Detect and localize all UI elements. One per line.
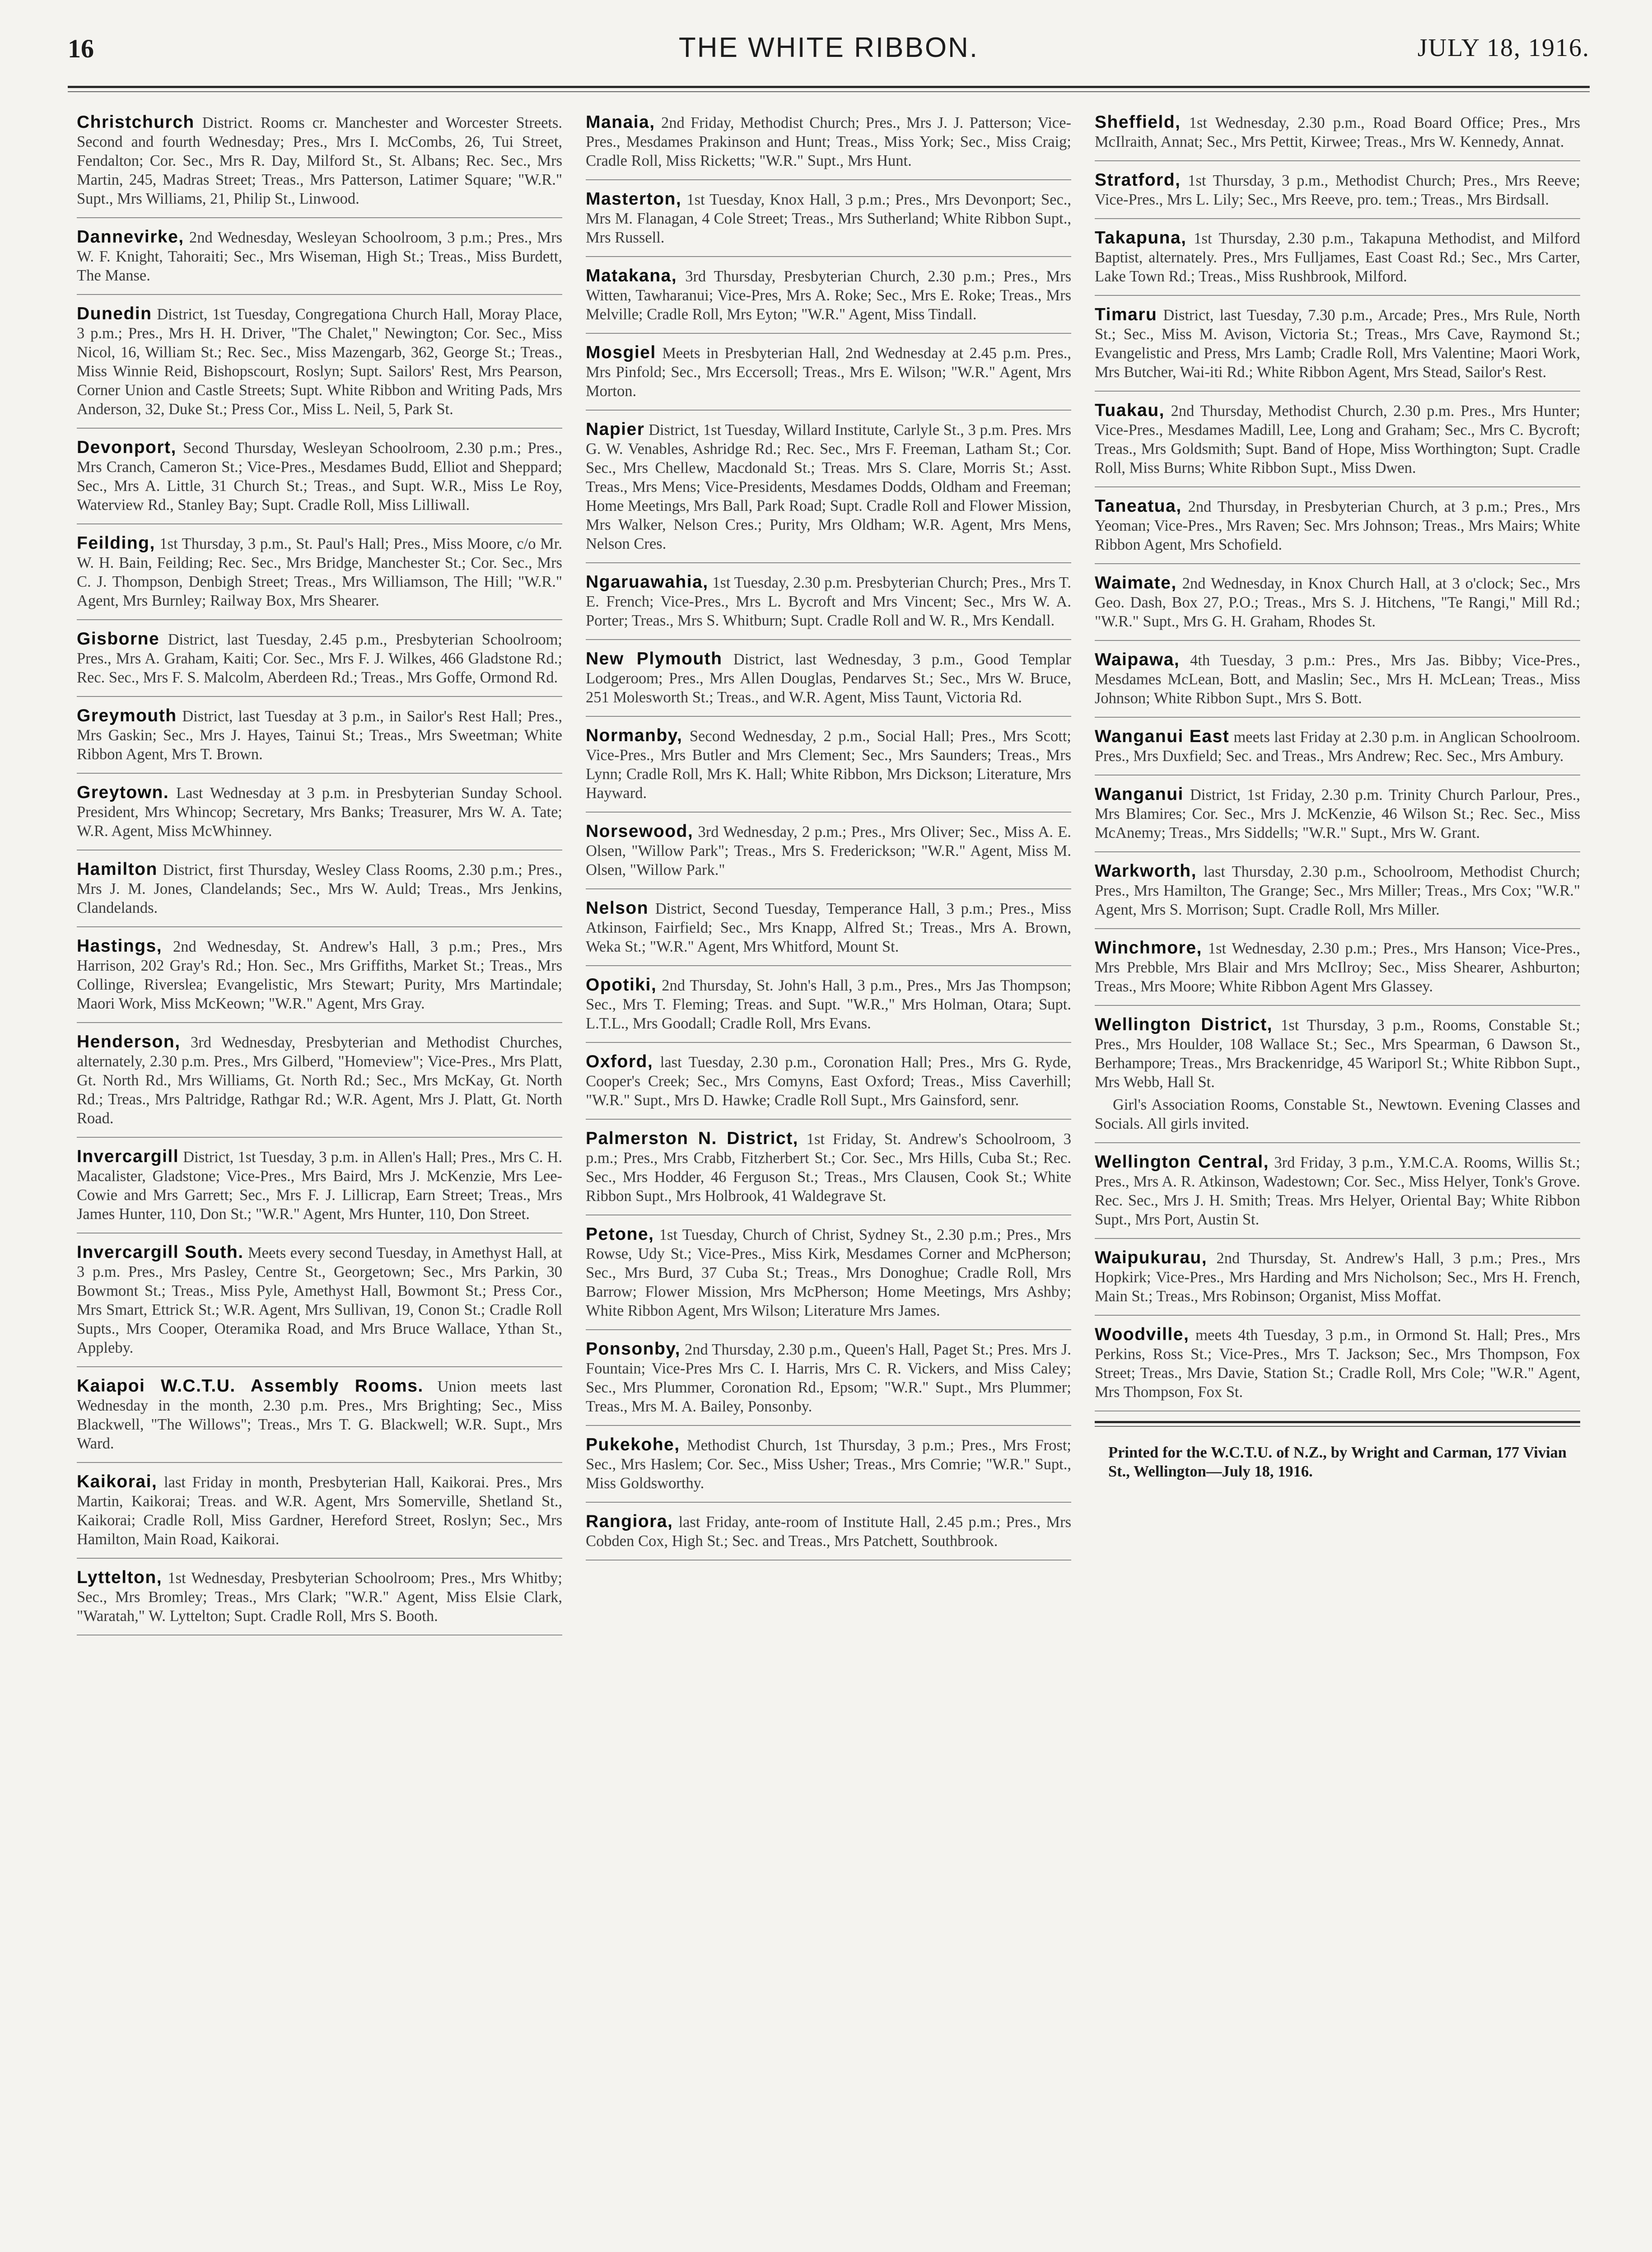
column-left bbox=[77, 113, 562, 2209]
imprint-rule-thin bbox=[1095, 1426, 1580, 1427]
branch-name: Greymouth bbox=[77, 706, 177, 725]
branch-details: meets 4th Tuesday, 3 p.m., in Ormond St. Hall; Pres., Mrs Perkins, Ross St.; Vice-Pres., Mrs T. Jackson; Sec., Mrs Thompson, Fox Street; Treas., Mrs Davie, Station St.; Cradle Roll, Mrs Cole; "W.R." Agent, Mrs Thompson, Fox St. bbox=[1095, 1327, 1581, 1401]
branch-entry bbox=[77, 783, 562, 850]
branch-details: last Friday in month, Presbyterian Hall, Kaikorai. Pres., Mrs Martin, Kaikorai; Treas. and W.R. Agent, Mrs Somerville, Shetland St., Kaikorai; Cradle Roll, Miss Gardner, Hereford Street, Roslyn; Sec., Mrs Hamilton, Main Road, Kaikorai. bbox=[77, 1474, 563, 1548]
branch-entry bbox=[1095, 939, 1580, 1006]
branch-details: 1st Tuesday, 2.30 p.m. Presbyterian Church; Pres., Mrs T. E. French; Vice-Pres., Mrs L. Bycroft and Mrs Vincent; Sec., Mrs W. A. Porter; Treas., Mrs S. Whitburn; Supt. Cradle Roll and W. R., Mrs Kendall. bbox=[586, 574, 1072, 629]
branch-name: Greytown. bbox=[77, 783, 169, 802]
branch-details: Union meets last Wednesday in the month, 2.30 p.m. Pres., Mrs Brighting; Sec., Miss Blackwell, "The Willows"; Treas., Mrs T. G. Blackwell; W.R. Supt., Mrs Ward. bbox=[77, 1378, 562, 1452]
branch-name: Feilding, bbox=[77, 533, 155, 553]
page-number: 16 bbox=[68, 34, 94, 63]
branch-details: Last Wednesday at 3 p.m. in Presbyterian Sunday School. President, Mrs Whincop; Secretary, Mrs Banks; Treasurer, Mrs W. A. Tate; W.R. Agent, Miss McWhinney. bbox=[77, 785, 562, 840]
branch-name: Takapuna, bbox=[1095, 228, 1187, 248]
branch-name: Wanganui East bbox=[1095, 727, 1230, 746]
branch-name: Matakana, bbox=[586, 266, 677, 285]
branch-details: District, 1st Friday, 2.30 p.m. Trinity Church Parlour, Pres., Mrs Blamires; Cor. Sec., Mrs J. McKenzie, 46 Wilson St.; Rec. Sec., Miss McAnemy; Treas., Mrs Siddells; "W.R." Supt., Mrs W. Grant. bbox=[1095, 786, 1580, 841]
branch-entry bbox=[1095, 229, 1580, 296]
branch-details: Second Wednesday, 2 p.m., Social Hall; Pres., Mrs Scott; Vice-Pres., Mrs Butler and Mrs Clement; Sec., Mrs Saunders; Treas., Mrs Lynn; Cradle Roll, Mrs K. Hall; White Ribbon, Mrs Dickson; Literature, Mrs Hayward. bbox=[586, 728, 1071, 802]
imprint-rule bbox=[1095, 1421, 1580, 1423]
branch-name: Wanganui bbox=[1095, 785, 1184, 804]
branch-note: Girl's Association Rooms, Constable St., Newtown. Evening Classes and Socials. All girls invited. bbox=[1095, 1096, 1580, 1132]
branch-entry bbox=[586, 1340, 1071, 1426]
branch-name: Christchurch bbox=[77, 112, 195, 132]
branch-entry bbox=[77, 1033, 562, 1138]
branch-entry bbox=[77, 1568, 562, 1635]
branch-details: last Tuesday, 2.30 p.m., Coronation Hall; Pres., Mrs G. Ryde, Cooper's Creek; Sec., Mrs Comyns, East Oxford; Treas., Miss Caverhill; "W.R." Supt., Mrs D. Hawke; Cradle Roll Supt., Mrs Gainsford, senr. bbox=[586, 1054, 1071, 1109]
branch-entry bbox=[586, 726, 1071, 813]
branch-entry bbox=[1095, 1015, 1580, 1143]
branch-name: Timaru bbox=[1095, 305, 1157, 324]
branch-entry bbox=[586, 1052, 1071, 1120]
branch-name: Pukekohe, bbox=[586, 1435, 680, 1454]
branch-details: 1st Wednesday, Presbyterian Schoolroom; Pres., Mrs Whitby; Sec., Mrs Bromley; Treas., Mrs Clark; "W.R." Agent, Miss Elsie Clark, "Waratah," W. Lyttelton; Supt. Cradle Roll, Mrs S. Booth. bbox=[77, 1570, 562, 1625]
branch-name: Manaia, bbox=[586, 112, 655, 132]
branch-details: 2nd Wednesday, Wesleyan Schoolroom, 3 p.m.; Pres., Mrs W. F. Knight, Tahoraiti; Sec., Mrs Wiseman, High St.; Treas., Miss Burdett, The Manse. bbox=[77, 229, 562, 284]
branch-entry bbox=[586, 822, 1071, 889]
branch-entry bbox=[77, 860, 562, 927]
branch-details: 1st Tuesday, Church of Christ, Sydney St., 2.30 p.m.; Pres., Mrs Rowse, Udy St.; Vice-Pres., Miss Kirk, Mesdames Corner and McPherson; Sec., Mrs Burd, 37 Cuba St.; Treas., Mrs Donoghue; Cradle Roll, Mrs Barrow; Flower Mission, Mrs McPherson; Home Meetings, Mrs Ashby; White Ribbon Agent, Mrs Wilson; Literature Mrs James. bbox=[586, 1226, 1071, 1319]
issue-date: JULY 18, 1916. bbox=[1417, 34, 1590, 62]
branch-name: Petone, bbox=[586, 1224, 654, 1244]
branch-entry bbox=[77, 438, 562, 524]
directory-columns bbox=[77, 113, 1581, 2209]
branch-name: Ponsonby, bbox=[586, 1339, 681, 1359]
branch-name: Stratford, bbox=[1095, 170, 1181, 190]
branch-details: Second Thursday, Wesleyan Schoolroom, 2.30 p.m.; Pres., Mrs Cranch, Cameron St.; Vice-Pres., Mesdames Budd, Elliot and Sheppard; Sec., Mrs A. Little, 31 Church St.; Treas., and Supt. W.R., Miss Le Roy, Waterview Rd., Stanley Bay; Supt. Cradle Roll, Miss Lilliwall. bbox=[77, 439, 562, 514]
branch-details: District, last Wednesday, 3 p.m., Good Templar Lodgeroom; Pres., Mrs Allen Douglas, Pendarves St.; Sec., Mrs W. Bruce, 251 Molesworth St.; Treas., and W.R. Agent, Miss Taunt, Victoria Rd. bbox=[586, 651, 1071, 706]
branch-entry bbox=[586, 1129, 1071, 1215]
branch-name: Normanby, bbox=[586, 726, 683, 745]
branch-entry bbox=[586, 649, 1071, 717]
branch-details: 2nd Thursday, St. John's Hall, 3 p.m., Pres., Mrs Jas Thompson; Sec., Mrs T. Fleming; Treas. and Supt. "W.R.," Mrs Holman, Otara; Supt. L.T.L., Mrs Goodall; Cradle Roll, Mrs Evans. bbox=[586, 977, 1072, 1032]
branch-entry bbox=[77, 1243, 562, 1367]
branch-name: Woodville, bbox=[1095, 1325, 1190, 1344]
branch-details: 3rd Wednesday, Presbyterian and Methodist Churches, alternately, 2.30 p.m. Pres., Mrs Gilberd, "Homeview"; Vice-Pres., Mrs Platt, Gt. North Rd., Mrs Williams, Gt. North Rd.; Sec., Mrs McKay, Gt. North Rd.; Treas., Mrs Paltridge, Rathgar Rd.; W.R. Agent, Mrs J. Platt, Gt. North Road. bbox=[77, 1034, 562, 1127]
branch-name: Rangiora, bbox=[586, 1512, 673, 1531]
header-rule bbox=[68, 86, 1590, 88]
branch-entry bbox=[586, 1512, 1071, 1561]
branch-details: 1st Tuesday, Knox Hall, 3 p.m.; Pres., Mrs Devonport; Sec., Mrs M. Flanagan, 4 Cole Street; Treas., Mrs Sutherland; White Ribbon Supt., Mrs Russell. bbox=[586, 191, 1072, 246]
branch-details: Methodist Church, 1st Thursday, 3 p.m.; Pres., Mrs Frost; Sec., Mrs Haslem; Cor. Sec., Miss Usher; Treas., Mrs Comrie; "W.R." Supt., Miss Goldsworthy. bbox=[586, 1437, 1071, 1492]
branch-entry bbox=[1095, 113, 1580, 161]
branch-entry bbox=[586, 573, 1071, 640]
branch-name: Wellington Central, bbox=[1095, 1152, 1269, 1172]
branch-entry bbox=[1095, 785, 1580, 852]
branch-entry bbox=[586, 113, 1071, 180]
branch-name: Taneatua, bbox=[1095, 496, 1182, 516]
branch-name: Dannevirke, bbox=[77, 227, 184, 247]
branch-entry bbox=[1095, 401, 1580, 487]
branch-entry bbox=[77, 228, 562, 295]
header-rule-thin bbox=[68, 91, 1590, 92]
branch-details: 3rd Friday, 3 p.m., Y.M.C.A. Rooms, Willis St.; Pres., Mrs A. R. Atkinson, Wadestown; Cor. Sec., Miss Helyer, Tonk's Grove. Rec. Sec., Mrs J. H. Smith; Treas. Mrs Helyer, Oriental Bay; White Ribbon Supt., Mrs Port, Austin St. bbox=[1095, 1154, 1581, 1228]
branch-entry bbox=[77, 1472, 562, 1559]
branch-details: 1st Wednesday, 2.30 p.m., Road Board Office; Pres., Mrs McIlraith, Annat; Sec., Mrs Pettit, Kirwee; Treas., Mrs W. Kennedy, Annat. bbox=[1095, 114, 1581, 150]
branch-details: 1st Friday, St. Andrew's Schoolroom, 3 p.m.; Pres., Mrs Crabb, Fitzherbert St.; Cor. Sec., Mrs Hills, Cuba St.; Rec. Sec., Mrs Hodder, 46 Ferguson St.; Treas., Mrs Clausen, Cook St.; White Ribbon Supt., Mrs Holbrook, 41 Waldegrave St. bbox=[586, 1131, 1071, 1205]
branch-details: 2nd Thursday, 2.30 p.m., Queen's Hall, Paget St.; Pres. Mrs J. Fountain; Vice-Pres Mrs C. I. Harris, Mrs C. R. Vickers, and Miss Caley; Sec., Mrs Plummer, Coronation Rd., Epsom; "W.R." Supt., Mrs Plummer; Treas., Mrs M. A. Bailey, Ponsonby. bbox=[586, 1341, 1072, 1415]
branch-name: Hamilton bbox=[77, 860, 158, 879]
branch-entry bbox=[77, 304, 562, 429]
column-right bbox=[1095, 113, 1580, 2209]
branch-entry bbox=[586, 190, 1071, 257]
branch-details: 2nd Thursday, Methodist Church, 2.30 p.m. Pres., Mrs Hunter; Vice-Pres., Mesdames Madill, Lee, Long and Graham; Sec., Mrs C. Bycroft; Treas., Mrs Goldsmith; Supt. Band of Hope, Miss Worthington; Supt. Cradle Roll, Miss Burns; White Ribbon Supt., Miss Dwen. bbox=[1095, 402, 1580, 477]
branch-entry bbox=[1095, 727, 1580, 776]
branch-name: Kaiapoi W.C.T.U. Assembly Rooms. bbox=[77, 1376, 424, 1396]
branch-details: 1st Thursday, 3 p.m., Rooms, Constable St.; Pres., Mrs Houlder, 108 Wallace St.; Sec., Mrs Spearman, 6 Dawson St., Berhampore; Treas., Mrs Brackenridge, 45 Wariporl St.; White Ribbon Supt., Mrs Webb, Hall St. bbox=[1095, 1017, 1580, 1091]
branch-details: 1st Thursday, 3 p.m., St. Paul's Hall; Pres., Miss Moore, c/o Mr. W. H. Bain, Feilding; Rec. Sec., Mrs Bridge, Manchester St.; Cor. Sec., Mrs C. J. Thompson, Denbigh Street; Treas., Mrs Williamson, The Hill; "W.R." Agent, Mrs Burnley; Railway Box, Mrs Shearer. bbox=[77, 535, 563, 609]
branch-details: District, 1st Tuesday, 3 p.m. in Allen's Hall; Pres., Mrs C. H. Macalister, Gladstone; Vice-Pres., Mrs Baird, Mrs J. McKenzie, Mrs Lee-Cowie and Mrs Garrett; Sec., Mrs F. J. Lillicrap, Earn Street; Treas., Mrs James Hunter, 110, Don St.; "W.R." Agent, Mrs Hunter, 110, Don Street. bbox=[77, 1149, 563, 1223]
branch-details: 3rd Thursday, Presbyterian Church, 2.30 p.m.; Pres., Mrs Witten, Tawharanui; Vice-Pres, Mrs A. Roke; Sec., Mrs E. Roke; Treas., Mrs Melville; Cradle Roll, Mrs Eyton; "W.R." Agent, Miss Tindall. bbox=[586, 268, 1072, 323]
page-header bbox=[68, 29, 1590, 79]
branch-details: Meets every second Tuesday, in Amethyst Hall, at 3 p.m. Pres., Mrs Pasley, Centre St., Georgetown; Sec., Mrs Parkin, 30 Bowmont St.; Treas., Miss Pyle, Amethyst Hall, Bowmont St.; Press Cor., Mrs Smart, Ettrick St.; W.R. Agent, Mrs Sullivan, 19, Conon St.; Cradle Roll Supts., Mrs Cooper, Oteramika Road, and Mrs Bruce Wallace, Ythan St., Appleby. bbox=[77, 1244, 562, 1356]
branch-entry bbox=[77, 706, 562, 774]
branch-name: Waipukurau, bbox=[1095, 1248, 1208, 1267]
branch-details: District, 1st Tuesday, Willard Institute, Carlyle St., 3 p.m. Pres. Mrs G. W. Venables, Ashridge Rd.; Rec. Sec., Mrs F. Freeman, Latham St.; Cor. Sec., Mrs Chellew, Macdonald St.; Treas. Mrs S. Clare, Morris St.; Asst. Treas., Mrs Mens; Vice-Presidents, Mesdames Dodds, Oldham and Freeman; Home Meetings, Mrs Ball, Park Road; Supt. Cradle Roll and Flower Mission, Mrs Walker, Nelson Cres.; Purity, Mrs Oldham; W.R. Agent, Mrs Mens, Nelson Cres. bbox=[586, 421, 1072, 552]
branch-name: Gisborne bbox=[77, 629, 160, 649]
branch-entry bbox=[586, 1435, 1071, 1503]
branch-entry bbox=[1095, 305, 1580, 392]
branch-details: 1st Wednesday, 2.30 p.m.; Pres., Mrs Hanson; Vice-Pres., Mrs Prebble, Mrs Blair and Mrs McIlroy; Sec., Miss Shearer, Ashburton; Treas., Mrs Moore; White Ribbon Agent Mrs Glassey. bbox=[1095, 940, 1581, 995]
branch-entry bbox=[1095, 1248, 1580, 1316]
branch-name: Waipawa, bbox=[1095, 650, 1180, 669]
branch-name: Lyttelton, bbox=[77, 1568, 163, 1587]
branch-name: Nelson bbox=[586, 898, 649, 918]
branch-name: Masterton, bbox=[586, 189, 682, 209]
branch-entry bbox=[1095, 1153, 1580, 1239]
branch-entry bbox=[1095, 497, 1580, 564]
branch-entry bbox=[586, 1225, 1071, 1330]
branch-name: Winchmore, bbox=[1095, 938, 1202, 958]
branch-name: Palmerston N. District, bbox=[586, 1129, 799, 1148]
branch-entry bbox=[77, 1377, 562, 1463]
branch-details: District, last Tuesday, 7.30 p.m., Arcade; Pres., Mrs Rule, North St.; Sec., Miss M. Avison, Victoria St.; Treas., Mrs Cave, Raymond St.; Evangelistic and Press, Mrs Lamb; Cradle Roll, Mrs Valentine; Maori Work, Mrs Butcher, Wai-iti Rd.; White Ribbon Agent, Mrs Stead, Sailor's Rest. bbox=[1095, 307, 1580, 381]
branch-name: Henderson, bbox=[77, 1032, 181, 1051]
branch-details: meets last Friday at 2.30 p.m. in Anglican Schoolroom. Pres., Mrs Duxfield; Sec. and Treas., Mrs Andrew; Rec. Sec., Mrs Ambury. bbox=[1095, 729, 1581, 765]
branch-name: Mosgiel bbox=[586, 343, 656, 362]
branch-name: Invercargill South. bbox=[77, 1243, 244, 1262]
branch-details: 1st Thursday, 3 p.m., Methodist Church; Pres., Mrs Reeve; Vice-Pres., Mrs L. Lily; Sec., Mrs Reeve, pro. tem.; Treas., Mrs Birdsall. bbox=[1095, 172, 1580, 208]
branch-name: Hastings, bbox=[77, 936, 163, 956]
branch-name: Sheffield, bbox=[1095, 112, 1181, 132]
branch-entry bbox=[1095, 650, 1580, 718]
branch-name: Tuakau, bbox=[1095, 401, 1165, 420]
branch-details: 2nd Wednesday, St. Andrew's Hall, 3 p.m.; Pres., Mrs Harrison, 202 Gray's Rd.; Hon. Sec., Mrs Griffiths, Market St.; Treas., Mrs Collinge, Riverslea; Evangelistic, Mrs Stewart; Purity, Mrs Martindale; Maori Work, Miss McKeown; "W.R." Agent, Mrs Gray. bbox=[77, 938, 562, 1012]
branch-name: Wellington District, bbox=[1095, 1015, 1273, 1034]
branch-entry bbox=[77, 937, 562, 1023]
branch-entry bbox=[586, 420, 1071, 563]
branch-details: District. Rooms cr. Manchester and Worcester Streets. Second and fourth Wednesday; Pres., Mrs I. McCombs, 26, Tui Street, Fendalton; Cor. Sec., Mrs R. Day, Milford St., St. Albans; Rec. Sec., Mrs Martin, 245, Madras Street; Treas., Mrs Patterson, Latimer Square; "W.R." Supt., Mrs Williams, 21, Philip St., Linwood. bbox=[77, 114, 562, 207]
branch-name: Napier bbox=[586, 420, 645, 439]
branch-name: New Plymouth bbox=[586, 649, 723, 668]
branch-details: last Thursday, 2.30 p.m., Schoolroom, Methodist Church; Pres., Mrs Hamilton, The Grange; Sec., Mrs Miller; Treas., Mrs Cox; "W.R." Agent, Mrs S. Morrison; Supt. Cradle Roll, Mrs Miller. bbox=[1095, 863, 1580, 918]
branch-details: District, 1st Tuesday, Congregationa Church Hall, Moray Place, 3 p.m.; Pres., Mrs H. H. Driver, "The Chalet," Newington; Cor. Sec., Miss Nicol, 16, William St.; Rec. Sec., Miss Mazengarb, 362, George St.; Treas., Miss Winnie Reid, Bishopscourt, Roslyn; Supt. Sailors' Rest, Mrs Pearson, Corner Union and Castle Streets; Supt. White Ribbon and Writing Pads, Mrs Anderson, 32, Duke St.; Press Cor., Miss L. Neil, 5, Park St. bbox=[77, 306, 562, 418]
branch-details: Meets in Presbyterian Hall, 2nd Wednesday at 2.45 p.m. Pres., Mrs Pinfold; Sec., Mrs Eccersoll; Treas., Mrs E. Wilson; "W.R." Agent, Mrs Morton. bbox=[586, 345, 1071, 400]
branch-name: Warkworth, bbox=[1095, 861, 1197, 881]
branch-details: 2nd Wednesday, in Knox Church Hall, at 3 o'clock; Sec., Mrs Geo. Dash, Box 27, P.O.; Treas., Mrs S. J. Hitchens, "Te Rangi," Mill Rd.; "W.R." Supt., Mrs G. H. Graham, Rhodes St. bbox=[1095, 575, 1581, 630]
branch-entry bbox=[586, 899, 1071, 966]
branch-details: District, first Thursday, Wesley Class Rooms, 2.30 p.m.; Pres., Mrs J. M. Jones, Clandelands; Sec., Mrs W. Auld; Treas., Mrs Jenkins, Clandelands. bbox=[77, 861, 562, 916]
branch-name: Ngaruawahia, bbox=[586, 572, 709, 592]
column-middle bbox=[586, 113, 1071, 2209]
branch-entry bbox=[1095, 171, 1580, 219]
branch-name: Dunedin bbox=[77, 304, 152, 323]
branch-name: Norsewood, bbox=[586, 822, 694, 841]
branch-entry bbox=[586, 976, 1071, 1043]
printer-imprint: Printed for the W.C.T.U. of N.Z., by Wright and Carman, 177 Vivian St., Wellington—July 18, 1916. bbox=[1108, 1444, 1567, 1480]
branch-name: Kaikorai, bbox=[77, 1472, 158, 1491]
branch-details: 2nd Thursday, in Presbyterian Church, at 3 p.m.; Pres., Mrs Yeoman; Vice-Pres., Mrs Raven; Sec. Mrs Johnson; Treas., Mrs Mairs; White Ribbon Agent, Mrs Schofield. bbox=[1095, 498, 1581, 553]
branch-entry bbox=[1095, 1325, 1580, 1411]
branch-name: Devonport, bbox=[77, 438, 177, 457]
branch-details: District, Second Tuesday, Temperance Hall, 3 p.m.; Pres., Miss Atkinson, Fairfield; Sec., Mrs Knapp, Alfred St.; Treas., Mrs A. Brown, Weka St.; "W.R." Agent, Mrs Whitford, Mount St. bbox=[586, 900, 1072, 955]
branch-entry bbox=[77, 113, 562, 218]
branch-details: District, last Tuesday at 3 p.m., in Sailor's Rest Hall; Pres., Mrs Gaskin; Sec., Mrs J. Hayes, Tainui St.; Treas., Mrs Sweetman; White Ribbon Agent, Mrs T. Brown. bbox=[77, 708, 562, 763]
branch-details: last Friday, ante-room of Institute Hall, 2.45 p.m.; Pres., Mrs Cobden Cox, High St.; Sec. and Treas., Mrs Patchett, Southbrook. bbox=[586, 1514, 1072, 1550]
branch-entry bbox=[77, 1147, 562, 1233]
branch-entry bbox=[1095, 862, 1580, 929]
branch-entry bbox=[586, 343, 1071, 411]
branch-details: District, last Tuesday, 2.45 p.m., Presbyterian Schoolroom; Pres., Mrs A. Graham, Kaiti; Cor. Sec., Mrs F. J. Wilkes, 466 Gladstone Rd.; Rec. Sec., Mrs F. S. Malcolm, Aberdeen Rd.; Treas., Mrs Goffe, Ormond Rd. bbox=[77, 631, 562, 686]
branch-details: 1st Thursday, 2.30 p.m., Takapuna Methodist, and Milford Baptist, alternately. Pres., Mrs Fulljames, East Coast Rd.; Sec., Mrs Carter, Lake Town Rd.; Treas., Miss Rushbrook, Milford. bbox=[1095, 230, 1581, 285]
branch-details: 4th Tuesday, 3 p.m.: Pres., Mrs Jas. Bibby; Vice-Pres., Mesdames McLean, Bott, and Maslin; Sec., Mrs H. McLean; Treas., Miss Johnson; White Ribbon Supt., Mrs S. Bott. bbox=[1095, 652, 1581, 707]
branch-details: 2nd Friday, Methodist Church; Pres., Mrs J. J. Patterson; Vice-Pres., Mesdames Prakinson and Hunt; Treas., Miss York; Sec., Miss Craig; Cradle Roll, Miss Ricketts; "W.R." Supt., Mrs Hunt. bbox=[586, 114, 1071, 169]
branch-name: Invercargill bbox=[77, 1147, 179, 1166]
branch-entry bbox=[77, 534, 562, 620]
branch-details: 3rd Wednesday, 2 p.m.; Pres., Mrs Oliver; Sec., Miss A. E. Olsen, "Willow Park"; Treas., Mrs S. Frederickson; "W.R." Agent, Miss M. Olsen, "Willow Park." bbox=[586, 823, 1071, 878]
branch-details: 2nd Thursday, St. Andrew's Hall, 3 p.m.; Pres., Mrs Hopkirk; Vice-Pres., Mrs Harding and Mrs Nicholson; Sec., Mrs H. French, Main St.; Treas., Mrs Robinson; Organist, Miss Moffat. bbox=[1095, 1250, 1581, 1305]
branch-entry bbox=[77, 630, 562, 697]
branch-name: Waimate, bbox=[1095, 573, 1177, 593]
branch-entry bbox=[586, 266, 1071, 334]
branch-entry bbox=[1095, 574, 1580, 641]
publication-title: THE WHITE RIBBON. bbox=[678, 32, 979, 63]
branch-name: Oxford, bbox=[586, 1052, 653, 1071]
branch-name: Opotiki, bbox=[586, 975, 657, 995]
